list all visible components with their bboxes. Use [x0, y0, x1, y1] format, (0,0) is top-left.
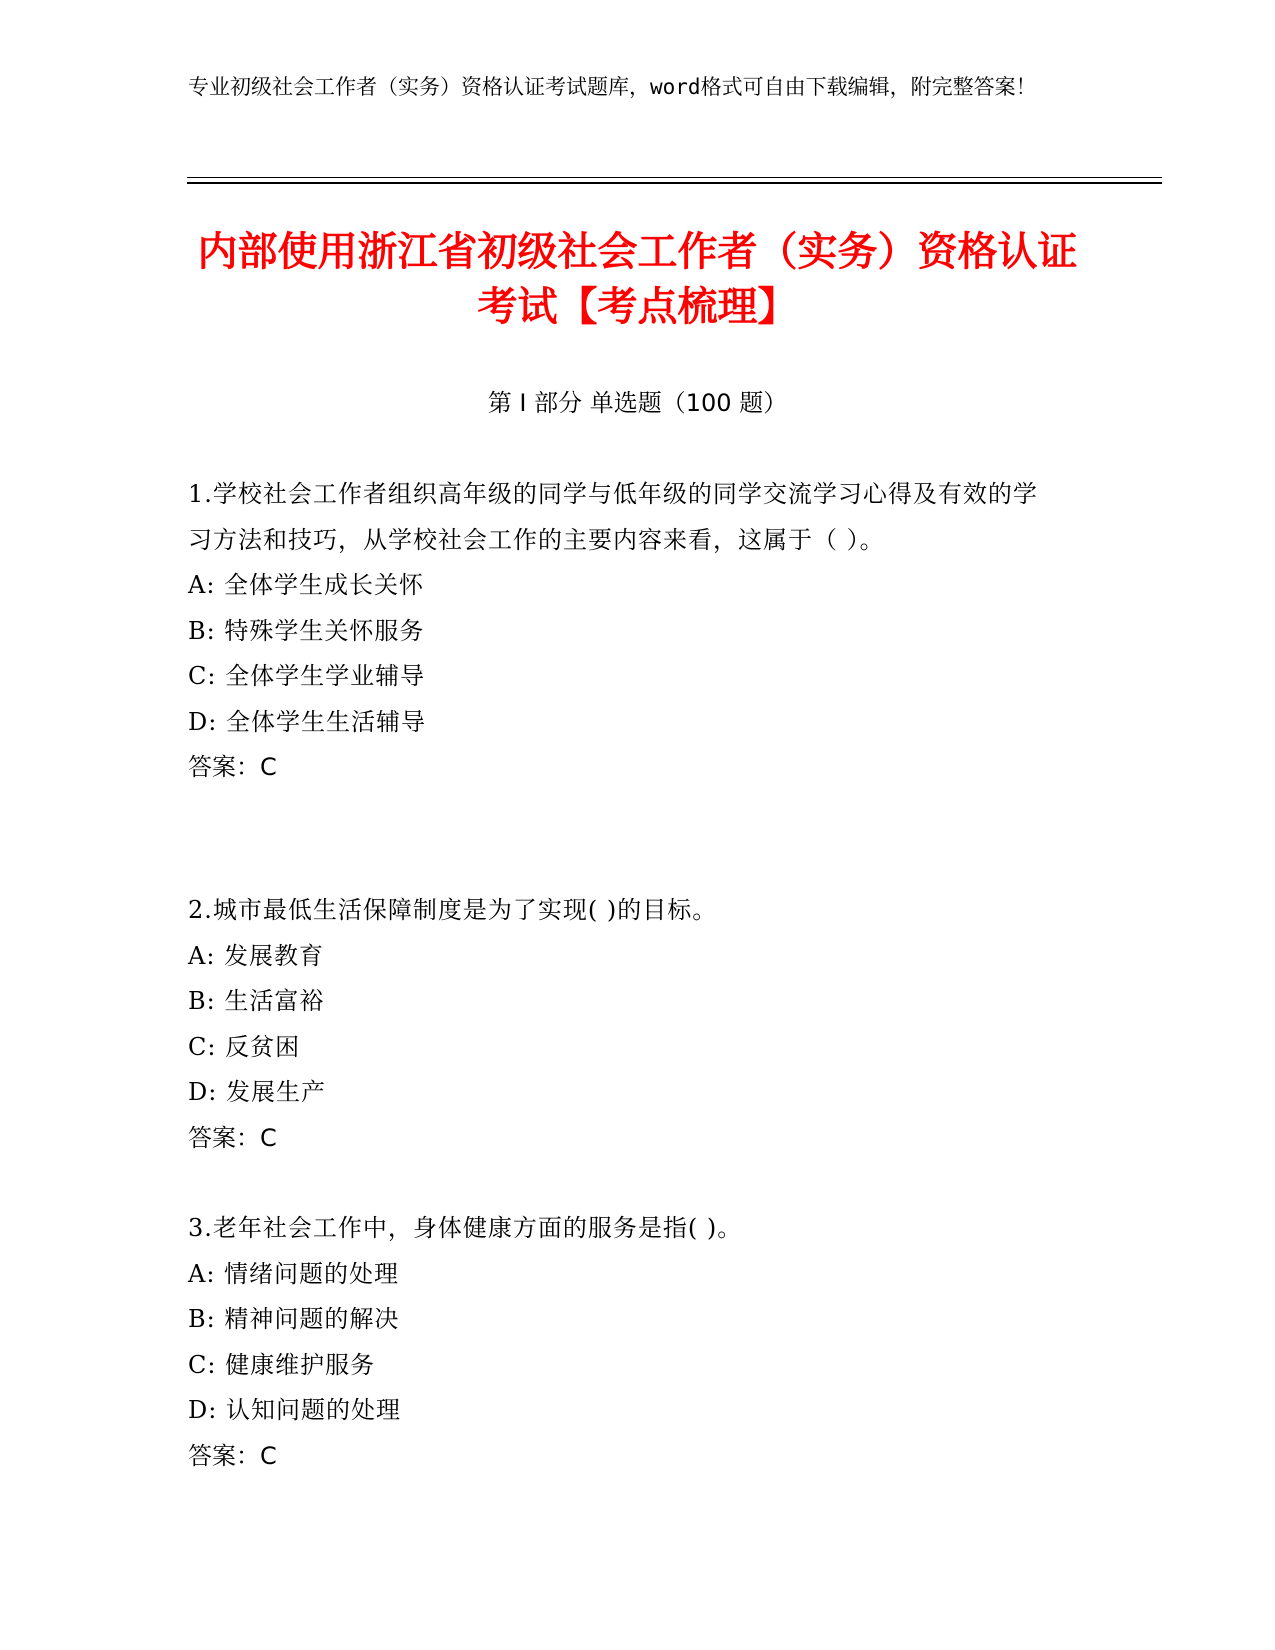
option-c: C: 反贫困 [188, 1032, 301, 1061]
section-title: 第 I 部分 单选题（100 题） [487, 389, 788, 417]
question-block [188, 1206, 1058, 1479]
header-divider-thick [187, 182, 1162, 184]
option-b: B: 精神问题的解决 [188, 1305, 400, 1333]
answer-line: 答案：C [188, 1441, 277, 1470]
question-stem: 3.老年社会工作中，身体健康方面的服务是指( )。 [188, 1214, 743, 1242]
answer-line: 答案：C [188, 1123, 277, 1152]
option-b: B: 特殊学生关怀服务 [188, 616, 425, 645]
option-a: A: 情绪问题的处理 [188, 1259, 400, 1288]
header-divider-thin [187, 177, 1162, 178]
question-stem: 1.学校社会工作者组织高年级的同学与低年级的同学交流学习心得及有效的学习方法和技巧，从学校社会工作的主要内容来看，这属于（ ）。 [188, 480, 1038, 554]
question-block [188, 472, 1058, 791]
option-b: B: 生活富裕 [188, 987, 325, 1015]
option-a: A: 发展教育 [188, 941, 325, 970]
option-c: C: 全体学生学业辅导 [188, 662, 426, 690]
option-d: D: 全体学生生活辅导 [188, 707, 426, 736]
option-c: C: 健康维护服务 [188, 1350, 376, 1379]
option-d: D: 发展生产 [188, 1078, 326, 1106]
option-d: D: 认知问题的处理 [188, 1396, 401, 1424]
document-title: 内部使用浙江省初级社会工作者（实务）资格认证考试【考点梳理】 [197, 229, 1078, 330]
header-note: 专业初级社会工作者（实务）资格认证考试题库，word格式可自由下载编辑，附完整答案！ [188, 75, 1037, 99]
answer-line: 答案：C [188, 753, 277, 781]
question-stem: 2.城市最低生活保障制度是为了实现( )的目标。 [188, 896, 718, 924]
question-block [188, 888, 1058, 1161]
option-a: A: 全体学生成长关怀 [188, 571, 425, 599]
